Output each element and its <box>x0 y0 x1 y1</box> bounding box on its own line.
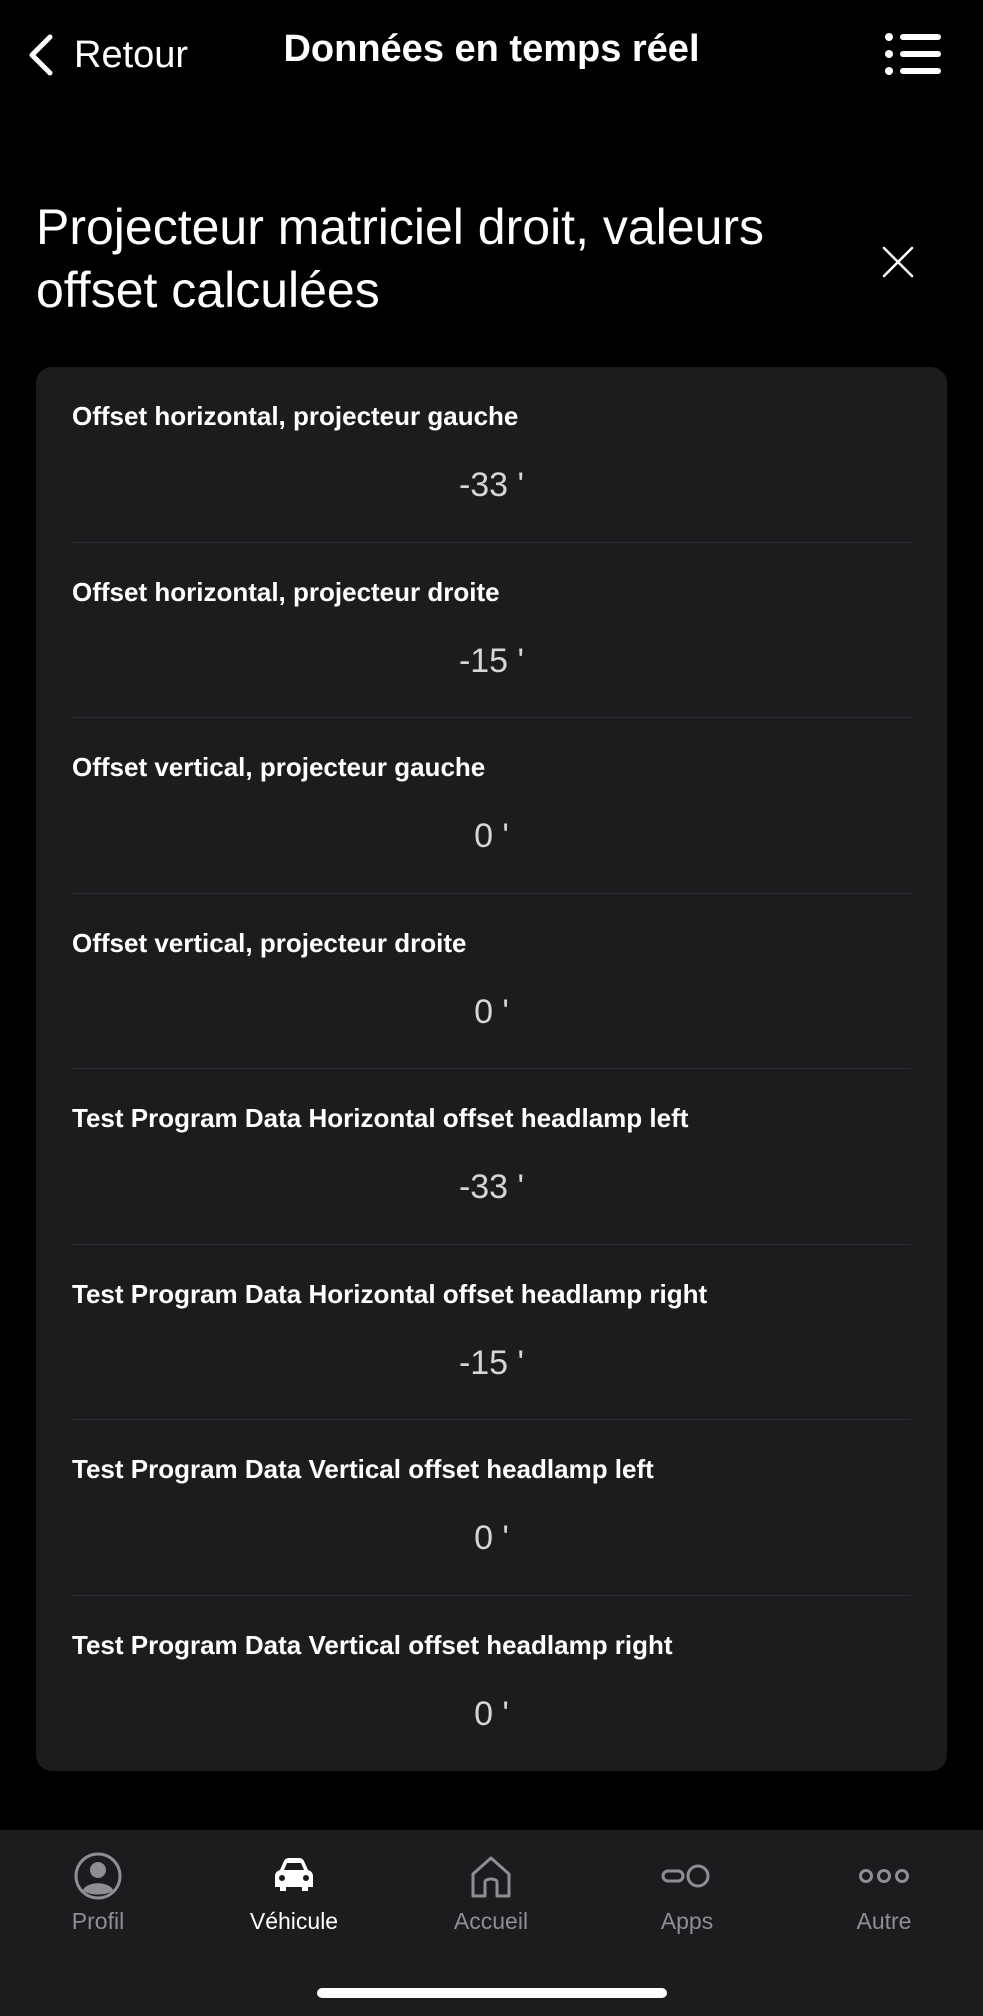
row-value: 0 ' <box>474 1694 509 1733</box>
data-row <box>72 1245 911 1421</box>
row-value: -33 ' <box>458 466 525 504</box>
data-row <box>72 367 911 543</box>
row-value: -15 ' <box>458 1343 525 1382</box>
user-icon <box>72 1850 124 1902</box>
row-label: Test Program Data Vertical offset headlamp right <box>72 1629 673 1660</box>
tab-label: Véhicule <box>249 1908 339 1934</box>
tab-label: Accueil <box>453 1908 529 1934</box>
tab-accueil[interactable] <box>393 1830 589 1950</box>
tab-label: Profil <box>71 1908 125 1934</box>
home-indicator <box>317 1988 667 1998</box>
data-row <box>72 1596 911 1772</box>
data-row <box>72 1069 911 1245</box>
row-label: Offset vertical, projecteur droite <box>72 927 467 958</box>
data-row <box>72 718 911 894</box>
data-row <box>72 1420 911 1596</box>
tab-apps[interactable] <box>589 1830 785 1950</box>
row-label: Offset horizontal, projecteur gauche <box>72 401 519 431</box>
apps-icon <box>661 1850 713 1902</box>
back-button[interactable] <box>26 24 188 86</box>
chevron-left-icon <box>26 33 54 77</box>
header <box>0 0 983 110</box>
home-icon <box>465 1850 517 1902</box>
row-value: -15 ' <box>458 641 525 680</box>
row-label: Test Program Data Horizontal offset headlamp left <box>72 1103 689 1133</box>
row-label: Offset horizontal, projecteur droite <box>72 576 500 607</box>
close-icon[interactable] <box>878 242 918 282</box>
row-value: 0 ' <box>474 817 509 855</box>
more-icon <box>858 1850 910 1902</box>
section-title: Projecteur matriciel droit, valeurs offset calculées <box>36 199 765 318</box>
row-label: Offset vertical, projecteur gauche <box>72 752 486 782</box>
data-row <box>72 543 911 719</box>
row-value: -33 ' <box>458 1168 525 1206</box>
row-label: Test Program Data Vertical offset headlamp left <box>72 1454 654 1484</box>
row-value: 0 ' <box>474 992 509 1031</box>
tab-label: Apps <box>660 1908 714 1934</box>
tab-autre[interactable] <box>786 1830 982 1950</box>
row-value: 0 ' <box>474 1519 509 1557</box>
tab-label: Autre <box>856 1908 912 1934</box>
tab-vehicule[interactable] <box>196 1830 392 1950</box>
data-row <box>72 894 911 1070</box>
tab-profil[interactable] <box>0 1830 196 1950</box>
data-card <box>36 367 947 1771</box>
car-icon <box>268 1850 320 1902</box>
list-icon[interactable] <box>885 32 941 76</box>
page-title: Données en temps réel <box>283 28 700 70</box>
row-label: Test Program Data Horizontal offset headlamp right <box>72 1278 708 1309</box>
back-label: Retour <box>74 33 189 76</box>
